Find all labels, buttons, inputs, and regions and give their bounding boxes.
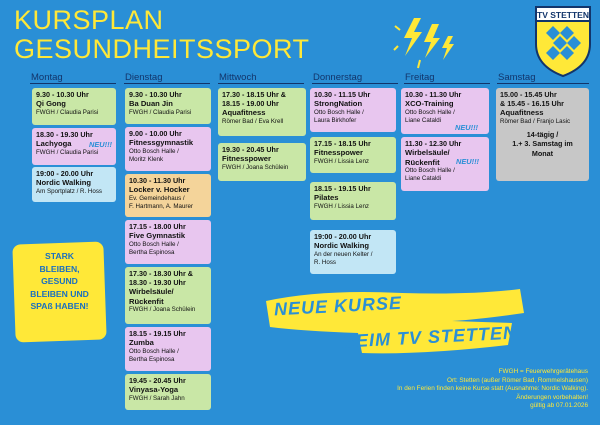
course-name: Locker v. Hocker bbox=[129, 185, 190, 195]
course-time: 9.30 - 10.30 Uhr bbox=[129, 90, 182, 99]
slogan-line: BLEIBEN, bbox=[39, 263, 80, 274]
course-name: Qi Gong bbox=[36, 99, 66, 109]
slogan-line: SPAß HABEN! bbox=[30, 301, 89, 311]
course-name: Five Gymnastik bbox=[129, 231, 186, 241]
slogan-line: GESUND bbox=[41, 276, 78, 286]
club-logo bbox=[533, 4, 593, 78]
course-name: Lachyoga bbox=[36, 139, 72, 149]
course-trainer: Bertha Espinosa bbox=[129, 356, 175, 364]
course-name: Wirbelsäule/ bbox=[405, 148, 450, 158]
course-location: FWGH / Lissia Lenz bbox=[314, 202, 370, 210]
course-location: FWGH / Claudia Parisi bbox=[36, 108, 99, 116]
course-card-ba-duan-jin bbox=[125, 88, 211, 124]
course-card-locker-v-hocker bbox=[125, 174, 211, 217]
day-divider bbox=[124, 83, 210, 84]
footer-line: gültig ab 07.01.2026 bbox=[530, 402, 588, 410]
course-name: StrongNation bbox=[314, 99, 363, 109]
title-line-2: GESUNDHEITSSPORT bbox=[14, 34, 310, 64]
course-location: FWGH / Sarah Jahn bbox=[129, 394, 185, 402]
course-time: 15.00 - 15.45 Uhr bbox=[500, 90, 557, 99]
course-location: Otto Bosch Halle / bbox=[129, 240, 179, 248]
course-time-2: & 15.45 - 16.15 Uhr bbox=[500, 99, 564, 109]
course-time: 18.15 - 19.15 Uhr bbox=[129, 329, 186, 338]
course-location: Römer Bad / Franjo Lasic bbox=[500, 117, 571, 125]
course-time: 11.30 - 12.30 Uhr bbox=[405, 139, 462, 148]
course-trainer: Liane Cataldi bbox=[405, 175, 442, 183]
course-card-wirbelsaeule-tue bbox=[125, 267, 211, 324]
course-location: Am Sportplatz / R. Hoss bbox=[36, 187, 103, 195]
course-time: 10.30 - 11.30 Uhr bbox=[129, 176, 186, 185]
day-divider bbox=[312, 83, 398, 84]
course-name: Aquafitness bbox=[222, 108, 266, 118]
logo-text: TV STETTEN bbox=[537, 10, 589, 20]
course-note: 14-tägig / bbox=[526, 130, 559, 140]
slogan-text bbox=[14, 250, 105, 313]
day-header-monday: Montag bbox=[31, 72, 63, 83]
course-card-qigong bbox=[32, 88, 116, 125]
day-header-tuesday: Dienstag bbox=[125, 72, 163, 83]
course-name: Fitnesspower bbox=[222, 154, 271, 164]
page-title bbox=[14, 6, 310, 64]
course-card-zumba bbox=[125, 327, 211, 371]
course-time: 17.15 - 18.15 Uhr bbox=[314, 139, 371, 148]
course-time-2: 18.30 - 19.30 Uhr bbox=[129, 278, 186, 288]
lightning-icon bbox=[392, 16, 458, 72]
course-time: 19.30 - 20.45 Uhr bbox=[222, 145, 279, 154]
course-card-lachyoga bbox=[32, 128, 116, 165]
course-card-vinyasa-yoga bbox=[125, 374, 211, 410]
course-time: 19:00 - 20.00 Uhr bbox=[36, 169, 94, 178]
course-card-fitnesspower-wed bbox=[218, 143, 306, 181]
course-time: 17.30 - 18.30 Uhr & bbox=[129, 269, 193, 278]
course-card-nordic-walking-mon bbox=[32, 167, 116, 202]
new-badge: NEU!!! bbox=[456, 157, 479, 166]
course-trainer: F. Hartmann, A. Maurer bbox=[129, 203, 193, 211]
course-location: FWGH / Joana Schülein bbox=[129, 306, 196, 314]
day-divider bbox=[497, 83, 589, 84]
banner-line-2: BEIM TV STETTEN bbox=[341, 322, 518, 352]
course-name-2: Rückenfit bbox=[129, 296, 164, 306]
course-name: Wirbelsäule/ bbox=[129, 287, 174, 297]
course-location: FWGH / Lissia Lenz bbox=[314, 157, 370, 165]
course-trainer: Bertha Espinosa bbox=[129, 249, 175, 257]
course-name: Fitnessgymnastik bbox=[129, 138, 194, 148]
course-name: Aquafitness bbox=[500, 108, 544, 118]
course-trainer: Moritz Klenk bbox=[129, 156, 164, 164]
footer-line: Ort: Stetten (außer Römer Bad, Rommelshausen) bbox=[446, 376, 588, 384]
course-time: 17.15 - 18.00 Uhr bbox=[129, 222, 186, 231]
course-location: FWGH / Joana Schülein bbox=[222, 163, 289, 171]
course-trainer: R. Hoss bbox=[314, 259, 337, 267]
course-location: An der neuen Kelter / bbox=[314, 250, 373, 258]
course-location: FWGH / Claudia Parisi bbox=[36, 148, 99, 156]
course-trainer: Liane Cataldi bbox=[405, 117, 442, 125]
course-name: Nordic Walking bbox=[36, 178, 91, 188]
course-card-aquafitness-sat bbox=[496, 88, 589, 181]
course-name: Fitnesspower bbox=[314, 148, 363, 158]
title-line-1: KURSPLAN bbox=[14, 5, 164, 35]
banner-line-1: NEUE KURSE bbox=[273, 292, 403, 320]
course-name-2: Rückenfit bbox=[405, 157, 440, 167]
course-time: 19:00 - 20.00 Uhr bbox=[314, 232, 372, 241]
course-card-nordic-walking-thu bbox=[310, 230, 396, 274]
course-card-pilates bbox=[310, 182, 396, 220]
course-time: 17.30 - 18.15 Uhr & bbox=[222, 90, 286, 99]
day-divider bbox=[404, 83, 490, 84]
course-time: 9.30 - 10.30 Uhr bbox=[36, 90, 89, 99]
course-note-2: 1.+ 3. Samstag im bbox=[512, 139, 573, 149]
course-note-3: Monat bbox=[531, 148, 554, 158]
course-location: Römer Bad / Eva Krell bbox=[222, 117, 284, 125]
course-trainer: Laura Birkhofer bbox=[314, 117, 357, 125]
course-time: 9.00 - 10.00 Uhr bbox=[129, 129, 182, 138]
course-name: XCO-Training bbox=[405, 99, 454, 109]
course-time: 10.30 - 11.15 Uhr bbox=[314, 90, 371, 99]
course-location: Otto Bosch Halle / bbox=[314, 108, 364, 116]
footer-line: In den Ferien finden keine Kurse statt (Ausnahme: Nordic Walking). bbox=[397, 385, 588, 393]
course-card-fitnessgymnastik bbox=[125, 127, 211, 171]
footer-line: FWGH = Feuerwehrgerätehaus bbox=[498, 368, 588, 375]
course-location: Otto Bosch Halle / bbox=[405, 167, 455, 175]
new-badge: NEU!!! bbox=[89, 140, 112, 149]
course-name: Zumba bbox=[129, 338, 154, 348]
course-location: Ev. Gemeindehaus / bbox=[129, 194, 185, 202]
course-card-five-gymnastik bbox=[125, 220, 211, 264]
day-header-saturday: Samstag bbox=[498, 72, 536, 83]
course-location: FWGH / Claudia Parisi bbox=[129, 108, 192, 116]
course-name: Ba Duan Jin bbox=[129, 99, 173, 109]
course-location: Otto Bosch Halle / bbox=[405, 108, 455, 116]
slogan-line: STARK bbox=[45, 251, 74, 261]
day-header-thursday: Donnerstag bbox=[313, 72, 363, 83]
course-card-fitnesspower-thu bbox=[310, 137, 396, 173]
course-location: Otto Bosch Halle / bbox=[129, 147, 179, 155]
new-badge: NEU!!! bbox=[455, 123, 478, 132]
course-name: Pilates bbox=[314, 193, 339, 203]
course-time-2: 18.15 - 19.00 Uhr bbox=[222, 99, 279, 109]
day-divider bbox=[30, 83, 116, 84]
day-header-friday: Freitag bbox=[405, 72, 435, 83]
course-card-xco-training bbox=[401, 88, 489, 134]
day-header-wednesday: Mittwoch bbox=[219, 72, 257, 83]
course-time: 10.30 - 11.30 Uhr bbox=[405, 90, 462, 99]
course-card-strongnation bbox=[310, 88, 396, 132]
course-time: 18.15 - 19.15 Uhr bbox=[314, 184, 371, 193]
day-divider bbox=[218, 83, 304, 84]
course-name: Nordic Walking bbox=[314, 241, 369, 251]
course-card-aquafitness-wed bbox=[218, 88, 306, 136]
slogan-line: BLEIBEN UND bbox=[30, 288, 89, 299]
course-time: 19.45 - 20.45 Uhr bbox=[129, 376, 186, 385]
course-time: 18.30 - 19.30 Uhr bbox=[36, 130, 93, 139]
course-card-wirbelsaeule-fri bbox=[401, 137, 489, 191]
footer-line: Änderungen vorbehalten! bbox=[516, 393, 588, 401]
course-location: Otto Bosch Halle / bbox=[129, 347, 179, 355]
course-name: Vinyasa-Yoga bbox=[129, 385, 179, 395]
footer-notes bbox=[397, 368, 588, 411]
